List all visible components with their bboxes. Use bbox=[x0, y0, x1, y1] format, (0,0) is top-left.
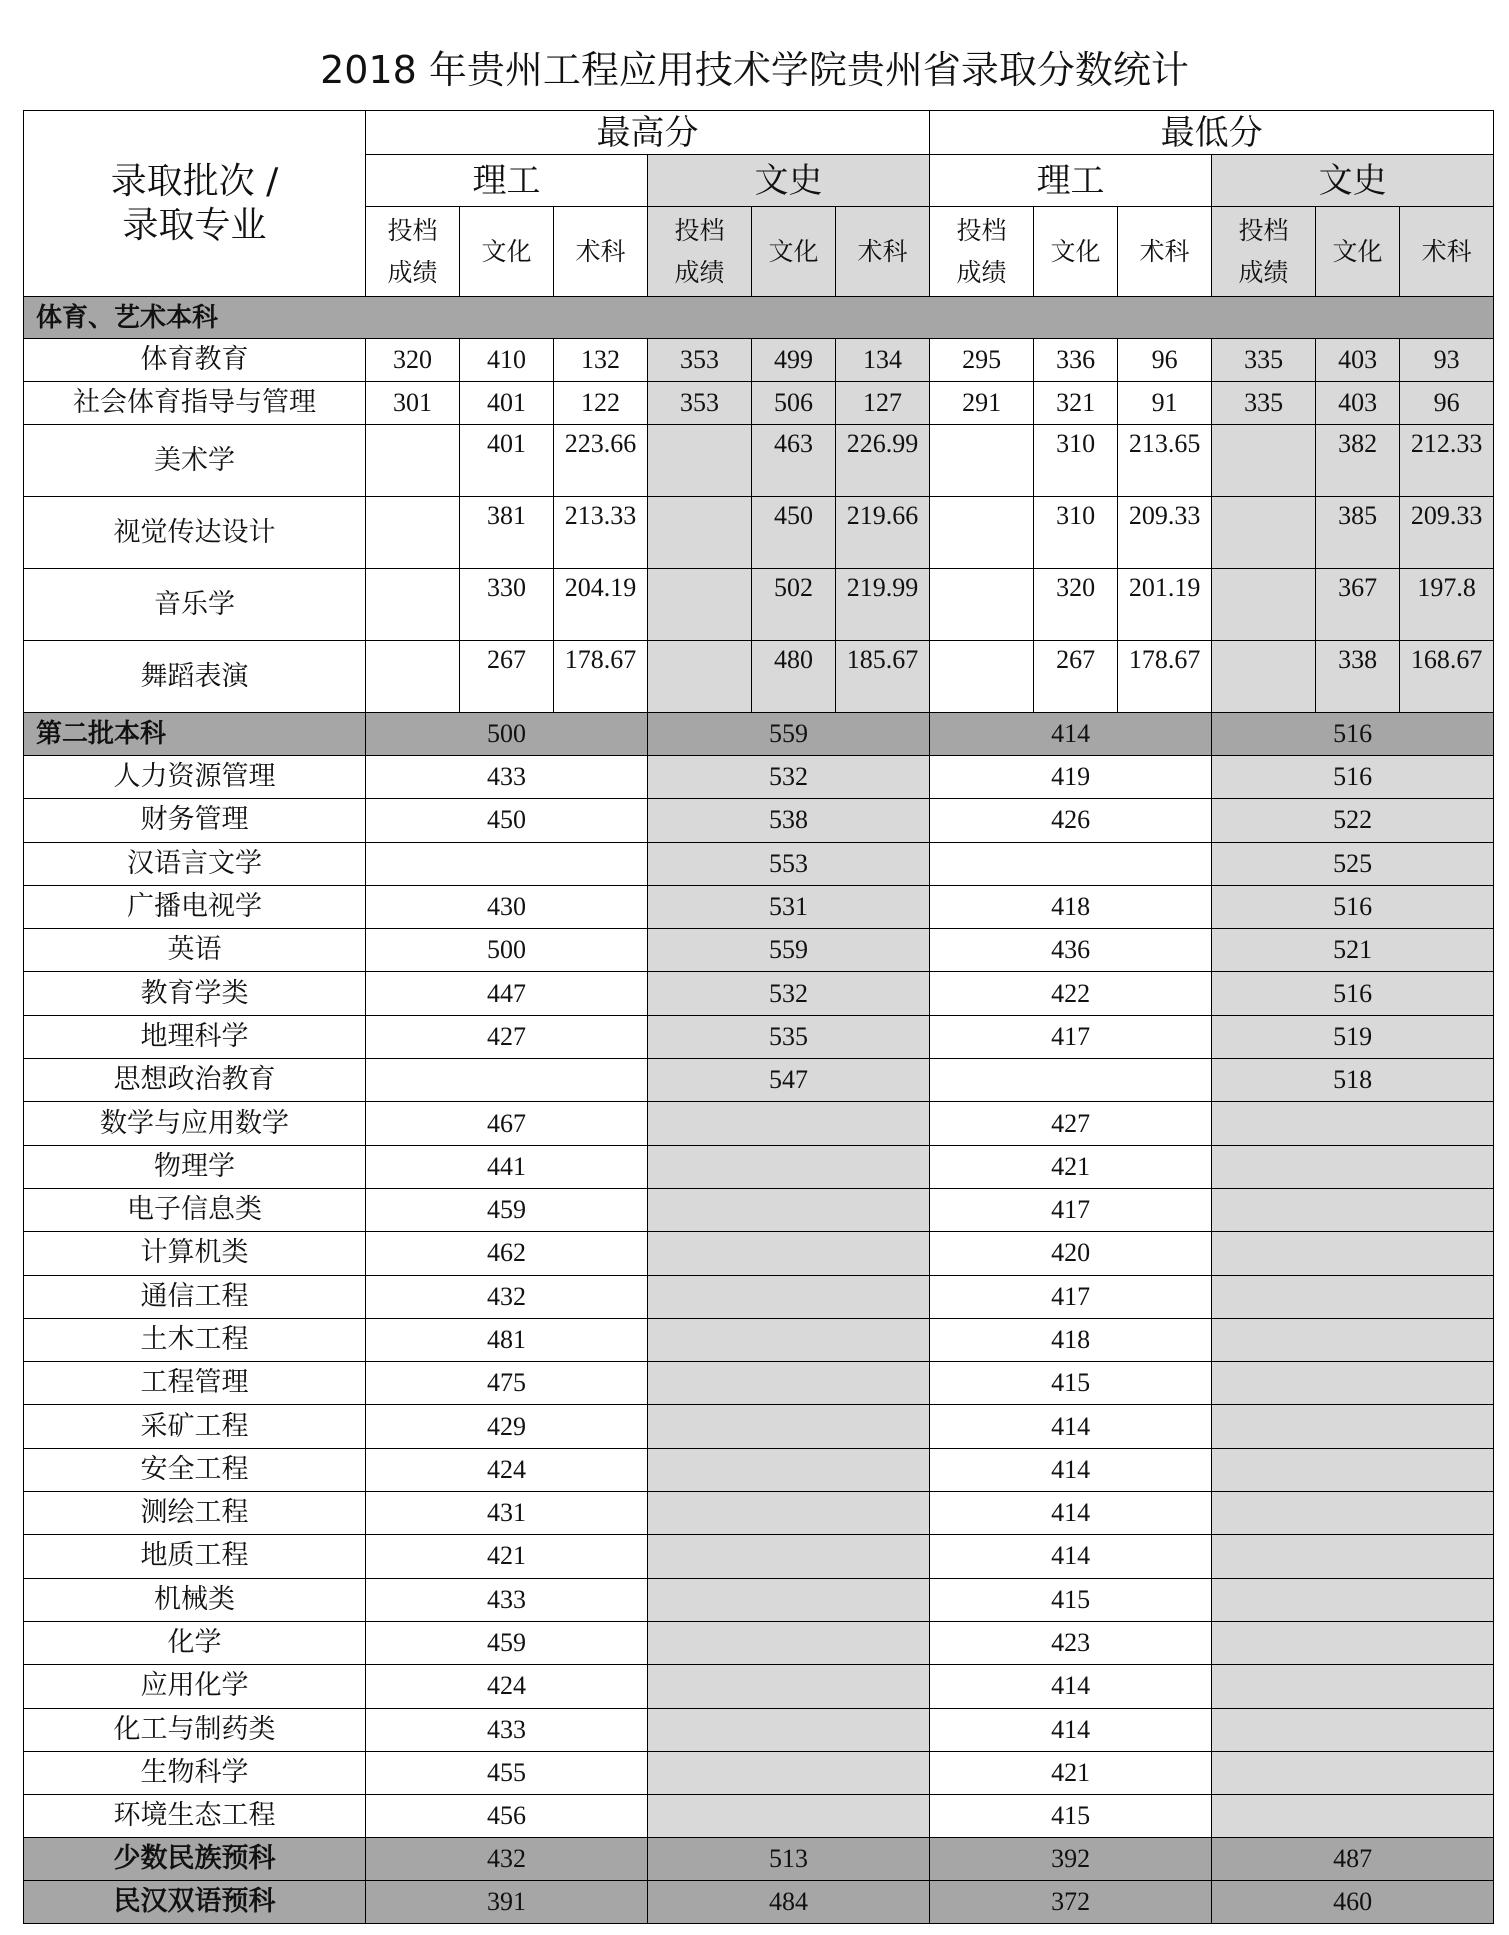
score-cell: 414 bbox=[930, 1448, 1212, 1491]
score-cell: 414 bbox=[930, 1535, 1212, 1578]
major-name: 英语 bbox=[24, 929, 366, 972]
major-name: 音乐学 bbox=[24, 569, 366, 641]
table-row bbox=[24, 382, 1494, 425]
score-cell: 267 bbox=[1034, 641, 1118, 713]
score-cell: 432 bbox=[366, 1275, 648, 1318]
score-cell: 267 bbox=[460, 641, 554, 713]
score-cell: 532 bbox=[648, 972, 930, 1015]
section-label-second-batch: 第二批本科 bbox=[24, 713, 366, 756]
max-science-culture-header bbox=[460, 207, 554, 297]
score-cell: 410 bbox=[460, 339, 554, 382]
score-cell: 506 bbox=[752, 382, 836, 425]
score-cell bbox=[648, 641, 752, 713]
score-cell: 484 bbox=[648, 1881, 930, 1924]
section-row-second-batch bbox=[24, 713, 1494, 756]
score-cell: 430 bbox=[366, 885, 648, 928]
score-cell: 429 bbox=[366, 1405, 648, 1448]
max-science-archive-header bbox=[366, 207, 460, 297]
score-cell bbox=[1212, 641, 1316, 713]
score-cell: 414 bbox=[930, 1405, 1212, 1448]
score-cell: 450 bbox=[752, 497, 836, 569]
score-cell: 414 bbox=[930, 1665, 1212, 1708]
score-cell: 421 bbox=[366, 1535, 648, 1578]
section-score-cell: 559 bbox=[648, 713, 930, 756]
score-cell bbox=[930, 641, 1034, 713]
score-cell: 456 bbox=[366, 1795, 648, 1838]
score-cell: 353 bbox=[648, 382, 752, 425]
score-cell: 372 bbox=[930, 1881, 1212, 1924]
score-cell: 441 bbox=[366, 1145, 648, 1188]
score-cell: 436 bbox=[930, 929, 1212, 972]
table-row bbox=[24, 1535, 1494, 1578]
score-cell: 423 bbox=[930, 1621, 1212, 1664]
table-row bbox=[24, 929, 1494, 972]
score-cell: 321 bbox=[1034, 382, 1118, 425]
score-cell bbox=[930, 425, 1034, 497]
table-row bbox=[24, 1362, 1494, 1405]
table-row bbox=[24, 756, 1494, 799]
major-name: 广播电视学 bbox=[24, 885, 366, 928]
score-cell: 209.33 bbox=[1118, 497, 1212, 569]
major-name: 土木工程 bbox=[24, 1318, 366, 1361]
major-name: 电子信息类 bbox=[24, 1188, 366, 1231]
score-cell: 391 bbox=[366, 1881, 648, 1924]
score-cell: 134 bbox=[836, 339, 930, 382]
max-arts-archive-header-text: 投档 成绩 bbox=[674, 215, 725, 287]
score-cell: 525 bbox=[1212, 842, 1494, 885]
table-row bbox=[24, 1188, 1494, 1231]
table-body bbox=[24, 111, 1494, 1924]
max-arts-culture-header bbox=[752, 207, 836, 297]
score-cell: 392 bbox=[930, 1838, 1212, 1881]
page-title: 2018 年贵州工程应用技术学院贵州省录取分数统计 bbox=[320, 48, 1189, 92]
score-cell bbox=[648, 1188, 930, 1231]
score-cell: 209.33 bbox=[1400, 497, 1494, 569]
table-row bbox=[24, 1448, 1494, 1491]
score-cell bbox=[1212, 1535, 1494, 1578]
major-name: 地理科学 bbox=[24, 1015, 366, 1058]
table-row bbox=[24, 885, 1494, 928]
min-science-archive-header bbox=[930, 207, 1034, 297]
score-cell: 459 bbox=[366, 1188, 648, 1231]
max-science-archive-header-text: 投档 成绩 bbox=[387, 215, 438, 287]
max-arts-culture-header-text: 文化 bbox=[768, 236, 819, 266]
score-cell: 338 bbox=[1316, 641, 1400, 713]
table-row bbox=[24, 1665, 1494, 1708]
major-name: 采矿工程 bbox=[24, 1405, 366, 1448]
score-cell: 403 bbox=[1316, 382, 1400, 425]
score-cell bbox=[1212, 1275, 1494, 1318]
score-cell bbox=[1212, 1621, 1494, 1664]
score-cell: 459 bbox=[366, 1621, 648, 1664]
score-cell bbox=[1212, 1795, 1494, 1838]
score-cell: 197.8 bbox=[1400, 569, 1494, 641]
score-cell bbox=[648, 425, 752, 497]
score-cell: 168.67 bbox=[1400, 641, 1494, 713]
admission-score-table bbox=[23, 110, 1494, 1924]
score-cell: 455 bbox=[366, 1751, 648, 1794]
score-cell: 96 bbox=[1118, 339, 1212, 382]
score-cell: 295 bbox=[930, 339, 1034, 382]
score-cell: 178.67 bbox=[1118, 641, 1212, 713]
score-cell bbox=[1212, 1492, 1494, 1535]
score-cell: 320 bbox=[1034, 569, 1118, 641]
score-cell bbox=[1212, 1578, 1494, 1621]
section-label-sports-arts: 体育、艺术本科 bbox=[24, 297, 1494, 339]
score-cell: 433 bbox=[366, 1578, 648, 1621]
score-cell bbox=[648, 1751, 930, 1794]
score-cell bbox=[1212, 1708, 1494, 1751]
score-cell: 414 bbox=[930, 1492, 1212, 1535]
section-score-cell: 500 bbox=[366, 713, 648, 756]
score-cell: 518 bbox=[1212, 1059, 1494, 1102]
table-row-preparatory bbox=[24, 1838, 1494, 1881]
score-cell: 381 bbox=[460, 497, 554, 569]
score-cell: 535 bbox=[648, 1015, 930, 1058]
min-science-archive-header-text: 投档 成绩 bbox=[956, 215, 1007, 287]
score-cell: 415 bbox=[930, 1362, 1212, 1405]
score-cell: 420 bbox=[930, 1232, 1212, 1275]
score-cell: 424 bbox=[366, 1448, 648, 1491]
max-science-header: 理工 bbox=[366, 155, 648, 207]
score-cell bbox=[648, 1708, 930, 1751]
score-cell bbox=[648, 1232, 930, 1275]
score-cell: 460 bbox=[1212, 1881, 1494, 1924]
score-cell: 422 bbox=[930, 972, 1212, 1015]
score-cell bbox=[648, 1492, 930, 1535]
score-cell: 481 bbox=[366, 1318, 648, 1361]
score-cell bbox=[1212, 497, 1316, 569]
score-cell bbox=[648, 1145, 930, 1188]
score-cell: 335 bbox=[1212, 382, 1316, 425]
min-arts-culture-header bbox=[1316, 207, 1400, 297]
score-cell: 424 bbox=[366, 1665, 648, 1708]
score-cell bbox=[930, 497, 1034, 569]
major-name: 社会体育指导与管理 bbox=[24, 382, 366, 425]
score-cell: 519 bbox=[1212, 1015, 1494, 1058]
major-name: 舞蹈表演 bbox=[24, 641, 366, 713]
major-name: 汉语言文学 bbox=[24, 842, 366, 885]
score-cell: 538 bbox=[648, 799, 930, 842]
score-cell: 475 bbox=[366, 1362, 648, 1405]
score-cell: 513 bbox=[648, 1838, 930, 1881]
min-arts-culture-header-text: 文化 bbox=[1332, 236, 1383, 266]
table-row bbox=[24, 1708, 1494, 1751]
min-science-culture-header bbox=[1034, 207, 1118, 297]
min-score-header: 最低分 bbox=[930, 111, 1494, 155]
score-cell: 219.66 bbox=[836, 497, 930, 569]
score-cell: 185.67 bbox=[836, 641, 930, 713]
score-cell: 521 bbox=[1212, 929, 1494, 972]
score-cell: 401 bbox=[460, 425, 554, 497]
score-cell bbox=[366, 1059, 648, 1102]
score-cell: 96 bbox=[1400, 382, 1494, 425]
score-cell: 499 bbox=[752, 339, 836, 382]
major-name: 美术学 bbox=[24, 425, 366, 497]
major-name: 化学 bbox=[24, 1621, 366, 1664]
score-cell: 415 bbox=[930, 1578, 1212, 1621]
major-name: 视觉传达设计 bbox=[24, 497, 366, 569]
section-score-cell: 414 bbox=[930, 713, 1212, 756]
score-cell: 516 bbox=[1212, 972, 1494, 1015]
score-cell: 336 bbox=[1034, 339, 1118, 382]
max-arts-archive-header bbox=[648, 207, 752, 297]
score-cell: 382 bbox=[1316, 425, 1400, 497]
score-cell: 204.19 bbox=[554, 569, 648, 641]
min-science-skill-header-text: 术科 bbox=[1139, 236, 1190, 266]
preparatory-name: 少数民族预科 bbox=[24, 1838, 366, 1881]
section-row-sports-arts bbox=[24, 297, 1494, 339]
score-cell: 500 bbox=[366, 929, 648, 972]
min-science-skill-header bbox=[1118, 207, 1212, 297]
section-score-cell: 516 bbox=[1212, 713, 1494, 756]
score-cell: 553 bbox=[648, 842, 930, 885]
max-arts-skill-header-text: 术科 bbox=[857, 236, 908, 266]
score-cell: 310 bbox=[1034, 497, 1118, 569]
min-science-culture-header-text: 文化 bbox=[1050, 236, 1101, 266]
score-cell: 433 bbox=[366, 1708, 648, 1751]
table-row bbox=[24, 1275, 1494, 1318]
score-cell: 403 bbox=[1316, 339, 1400, 382]
major-name: 教育学类 bbox=[24, 972, 366, 1015]
score-cell: 301 bbox=[366, 382, 460, 425]
table-row bbox=[24, 1318, 1494, 1361]
score-cell: 432 bbox=[366, 1838, 648, 1881]
score-cell: 353 bbox=[648, 339, 752, 382]
score-cell: 421 bbox=[930, 1145, 1212, 1188]
min-arts-header: 文史 bbox=[1212, 155, 1494, 207]
major-name: 测绘工程 bbox=[24, 1492, 366, 1535]
min-arts-archive-header-text: 投档 成绩 bbox=[1238, 215, 1289, 287]
score-cell bbox=[648, 1621, 930, 1664]
major-name: 物理学 bbox=[24, 1145, 366, 1188]
score-cell: 320 bbox=[366, 339, 460, 382]
table-row bbox=[24, 1795, 1494, 1838]
score-cell bbox=[1212, 1448, 1494, 1491]
major-name: 环境生态工程 bbox=[24, 1795, 366, 1838]
score-cell: 419 bbox=[930, 756, 1212, 799]
major-name: 化工与制药类 bbox=[24, 1708, 366, 1751]
min-science-header: 理工 bbox=[930, 155, 1212, 207]
score-cell bbox=[1212, 1751, 1494, 1794]
score-cell: 417 bbox=[930, 1275, 1212, 1318]
score-cell bbox=[1212, 1145, 1494, 1188]
score-cell: 450 bbox=[366, 799, 648, 842]
score-cell: 291 bbox=[930, 382, 1034, 425]
major-name: 数学与应用数学 bbox=[24, 1102, 366, 1145]
score-cell: 330 bbox=[460, 569, 554, 641]
score-cell: 487 bbox=[1212, 1838, 1494, 1881]
score-cell: 122 bbox=[554, 382, 648, 425]
table-row bbox=[24, 641, 1494, 713]
score-cell bbox=[366, 641, 460, 713]
score-cell: 467 bbox=[366, 1102, 648, 1145]
corner-header bbox=[24, 111, 366, 297]
score-cell bbox=[648, 1578, 930, 1621]
table-row bbox=[24, 1405, 1494, 1448]
score-cell: 547 bbox=[648, 1059, 930, 1102]
score-cell: 427 bbox=[366, 1015, 648, 1058]
score-cell: 212.33 bbox=[1400, 425, 1494, 497]
min-arts-archive-header bbox=[1212, 207, 1316, 297]
score-cell bbox=[366, 425, 460, 497]
score-cell: 426 bbox=[930, 799, 1212, 842]
score-cell: 532 bbox=[648, 756, 930, 799]
max-science-skill-header-text: 术科 bbox=[575, 236, 626, 266]
score-cell: 516 bbox=[1212, 885, 1494, 928]
table-row bbox=[24, 1751, 1494, 1794]
score-cell: 417 bbox=[930, 1015, 1212, 1058]
table-row bbox=[24, 425, 1494, 497]
score-cell: 433 bbox=[366, 756, 648, 799]
score-cell bbox=[648, 1318, 930, 1361]
score-cell: 91 bbox=[1118, 382, 1212, 425]
max-science-skill-header bbox=[554, 207, 648, 297]
table-row bbox=[24, 1492, 1494, 1535]
score-cell: 219.99 bbox=[836, 569, 930, 641]
score-cell bbox=[1212, 1665, 1494, 1708]
score-cell bbox=[648, 1795, 930, 1838]
score-cell: 132 bbox=[554, 339, 648, 382]
score-cell bbox=[930, 569, 1034, 641]
table-row bbox=[24, 972, 1494, 1015]
min-arts-skill-header-text: 术科 bbox=[1421, 236, 1472, 266]
score-cell: 213.33 bbox=[554, 497, 648, 569]
score-cell: 417 bbox=[930, 1188, 1212, 1231]
score-cell: 385 bbox=[1316, 497, 1400, 569]
corner-header-text: 录取批次 / 录取专业 bbox=[110, 160, 279, 246]
table-row bbox=[24, 842, 1494, 885]
score-cell bbox=[366, 842, 648, 885]
score-cell bbox=[648, 1448, 930, 1491]
score-cell: 480 bbox=[752, 641, 836, 713]
major-name: 机械类 bbox=[24, 1578, 366, 1621]
score-cell bbox=[1212, 1405, 1494, 1448]
score-cell bbox=[1212, 1102, 1494, 1145]
table-row bbox=[24, 497, 1494, 569]
score-cell: 463 bbox=[752, 425, 836, 497]
score-cell: 93 bbox=[1400, 339, 1494, 382]
score-cell: 427 bbox=[930, 1102, 1212, 1145]
score-cell bbox=[648, 1102, 930, 1145]
score-cell: 531 bbox=[648, 885, 930, 928]
major-name: 财务管理 bbox=[24, 799, 366, 842]
max-arts-skill-header bbox=[836, 207, 930, 297]
preparatory-name: 民汉双语预科 bbox=[24, 1881, 366, 1924]
score-cell bbox=[648, 1405, 930, 1448]
score-cell: 401 bbox=[460, 382, 554, 425]
table-row-preparatory bbox=[24, 1881, 1494, 1924]
score-cell bbox=[648, 1362, 930, 1405]
score-cell bbox=[1212, 1362, 1494, 1405]
min-arts-skill-header bbox=[1400, 207, 1494, 297]
score-cell bbox=[1212, 1232, 1494, 1275]
score-cell bbox=[366, 497, 460, 569]
max-score-header: 最高分 bbox=[366, 111, 930, 155]
score-cell bbox=[366, 569, 460, 641]
score-cell: 431 bbox=[366, 1492, 648, 1535]
table-row bbox=[24, 1232, 1494, 1275]
score-cell bbox=[1212, 1318, 1494, 1361]
score-cell: 415 bbox=[930, 1795, 1212, 1838]
max-science-culture-header-text: 文化 bbox=[481, 236, 532, 266]
table-row bbox=[24, 1102, 1494, 1145]
table-row bbox=[24, 1578, 1494, 1621]
max-arts-header: 文史 bbox=[648, 155, 930, 207]
score-cell: 310 bbox=[1034, 425, 1118, 497]
major-name: 通信工程 bbox=[24, 1275, 366, 1318]
score-cell: 418 bbox=[930, 885, 1212, 928]
score-cell: 223.66 bbox=[554, 425, 648, 497]
major-name: 计算机类 bbox=[24, 1232, 366, 1275]
score-cell bbox=[1212, 569, 1316, 641]
score-cell bbox=[1212, 425, 1316, 497]
score-cell bbox=[1212, 1188, 1494, 1231]
header-row-1 bbox=[24, 111, 1494, 155]
table-row bbox=[24, 1145, 1494, 1188]
score-cell: 178.67 bbox=[554, 641, 648, 713]
score-cell: 414 bbox=[930, 1708, 1212, 1751]
score-cell bbox=[648, 569, 752, 641]
table-row bbox=[24, 1015, 1494, 1058]
score-cell: 462 bbox=[366, 1232, 648, 1275]
major-name: 应用化学 bbox=[24, 1665, 366, 1708]
score-cell bbox=[648, 497, 752, 569]
score-cell bbox=[930, 1059, 1212, 1102]
score-cell: 127 bbox=[836, 382, 930, 425]
score-cell: 418 bbox=[930, 1318, 1212, 1361]
major-name: 人力资源管理 bbox=[24, 756, 366, 799]
major-name: 体育教育 bbox=[24, 339, 366, 382]
score-cell: 226.99 bbox=[836, 425, 930, 497]
major-name: 工程管理 bbox=[24, 1362, 366, 1405]
major-name: 地质工程 bbox=[24, 1535, 366, 1578]
score-cell: 559 bbox=[648, 929, 930, 972]
table-row bbox=[24, 1059, 1494, 1102]
score-cell: 447 bbox=[366, 972, 648, 1015]
score-cell bbox=[648, 1275, 930, 1318]
score-cell: 522 bbox=[1212, 799, 1494, 842]
score-cell: 213.65 bbox=[1118, 425, 1212, 497]
score-cell bbox=[930, 842, 1212, 885]
score-cell: 502 bbox=[752, 569, 836, 641]
major-name: 安全工程 bbox=[24, 1448, 366, 1491]
score-cell: 335 bbox=[1212, 339, 1316, 382]
score-cell bbox=[648, 1665, 930, 1708]
table-row bbox=[24, 339, 1494, 382]
table-row bbox=[24, 1621, 1494, 1664]
score-cell: 516 bbox=[1212, 756, 1494, 799]
score-cell: 421 bbox=[930, 1751, 1212, 1794]
major-name: 生物科学 bbox=[24, 1751, 366, 1794]
score-cell bbox=[648, 1535, 930, 1578]
score-cell: 201.19 bbox=[1118, 569, 1212, 641]
table-row bbox=[24, 799, 1494, 842]
score-cell: 367 bbox=[1316, 569, 1400, 641]
major-name: 思想政治教育 bbox=[24, 1059, 366, 1102]
table-row bbox=[24, 569, 1494, 641]
